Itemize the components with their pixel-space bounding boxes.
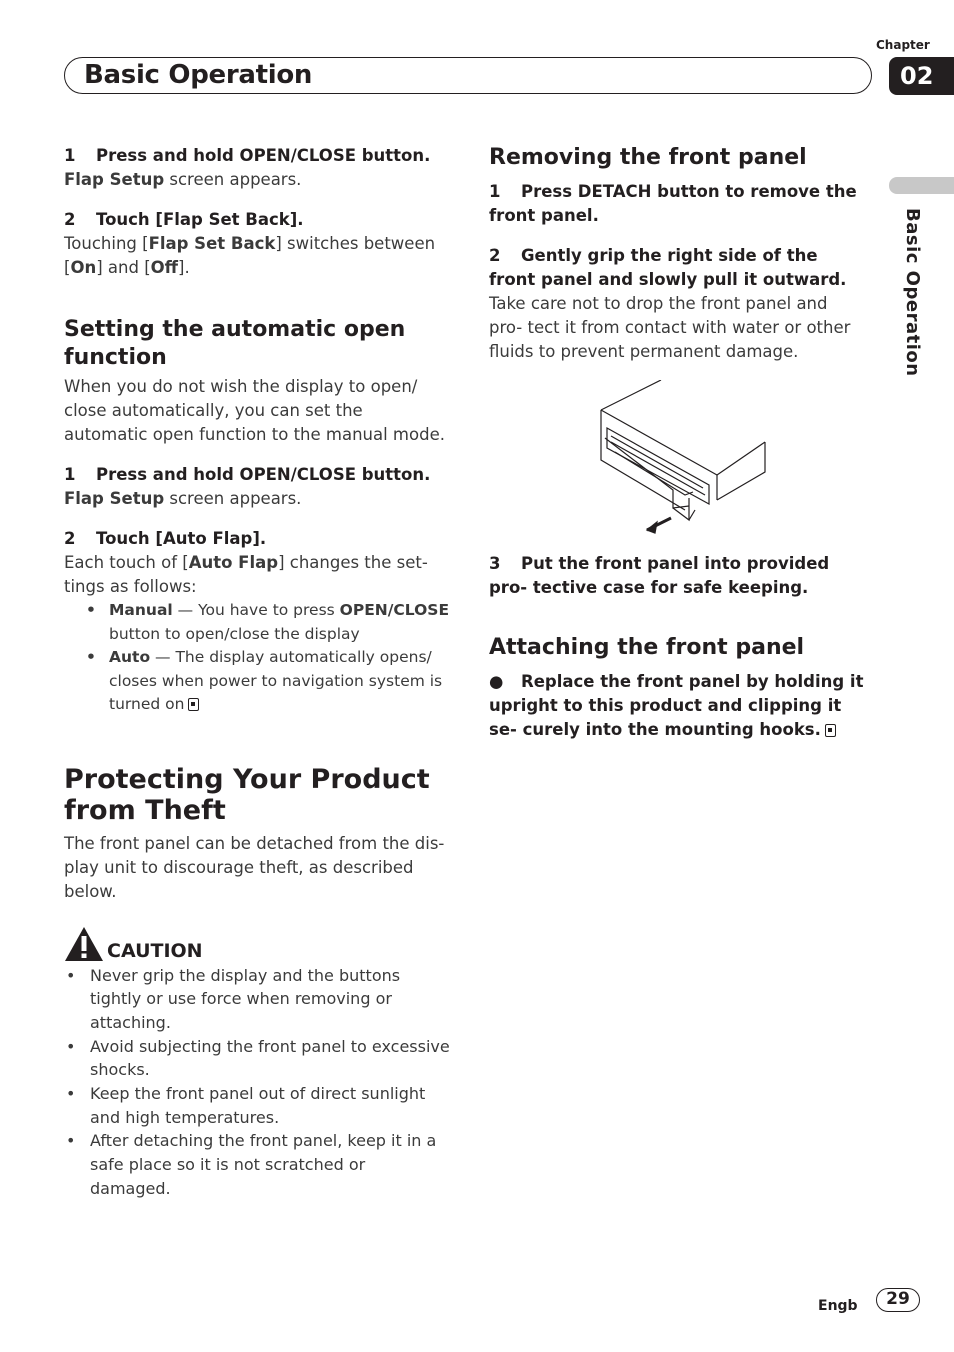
- list-item: • Keep the front panel out of direct sunlight and high temperatures.: [64, 1082, 450, 1129]
- remove-step-2-description: Take care not to drop the front panel and pro- tect it from contact with water or other fluids to prevent permanent damage.: [489, 294, 851, 361]
- theft-heading: Protecting Your Product from Theft: [64, 763, 430, 826]
- auto-step-1: 1 Press and hold OPEN/CLOSE button.: [64, 465, 431, 484]
- caution-label: CAUTION: [107, 939, 203, 962]
- end-of-section-icon: [188, 698, 199, 711]
- list-item: • Auto — The display automatically opens/ closes when power to navigation system is turned on: [64, 646, 450, 717]
- step-1-result: Flap Setup screen appears.: [64, 170, 302, 189]
- auto-flap-options: [64, 599, 450, 717]
- attach-panel-heading: Attaching the front panel: [489, 635, 805, 660]
- left-column: [64, 144, 450, 1201]
- step-2: 2 Touch [Flap Set Back].: [64, 210, 304, 229]
- detach-panel-illustration: [597, 380, 767, 540]
- auto-open-heading: Setting the automatic open function: [64, 317, 406, 370]
- auto-step-1-result: Flap Setup screen appears.: [64, 489, 302, 508]
- attach-step: ● Replace the front panel by holding it upright to this product and clipping it se- curely into the mounting hooks.: [489, 672, 864, 739]
- chapter-label: Chapter: [876, 38, 930, 52]
- list-item: • Never grip the display and the buttons tightly or use force when removing or attaching.: [64, 964, 450, 1035]
- list-item: • After detaching the front panel, keep it in a safe place so it is not scratched or damaged.: [64, 1129, 450, 1200]
- remove-step-2: 2 Gently grip the right side of the front panel and slowly pull it outward.: [489, 246, 847, 289]
- end-of-section-icon: [825, 724, 836, 737]
- side-tab-marker: [889, 177, 954, 194]
- section-title: Basic Operation: [84, 60, 313, 90]
- front-panel-illustration: [597, 380, 767, 540]
- remove-panel-heading: Removing the front panel: [489, 145, 807, 170]
- auto-open-description: When you do not wish the display to open/ close automatically, you can set the automatic open function to the manual mode.: [64, 377, 445, 444]
- remove-step-3: 3 Put the front panel into provided pro- tective case for safe keeping.: [489, 554, 830, 597]
- page-number: 29: [876, 1288, 920, 1312]
- side-tab-label: Basic Operation: [902, 208, 923, 377]
- caution-list: [64, 964, 450, 1201]
- list-item: • Avoid subjecting the front panel to excessive shocks.: [64, 1035, 450, 1082]
- step-bullet-icon: ●: [489, 672, 504, 691]
- auto-step-2-description: Each touch of [Auto Flap] changes the set- tings as follows:: [64, 553, 428, 596]
- right-column: [489, 144, 864, 742]
- remove-step-1: 1 Press DETACH button to remove the front panel.: [489, 182, 857, 225]
- warning-triangle-icon: [64, 926, 104, 962]
- caution-header: [64, 926, 450, 962]
- language-code: Engb: [818, 1298, 858, 1314]
- auto-step-2: 2 Touch [Auto Flap].: [64, 529, 267, 548]
- theft-description: The front panel can be detached from the dis- play unit to discourage theft, as described below.: [64, 833, 445, 901]
- step-2-description: Touching [Flap Set Back] switches between [On] and [Off].: [64, 234, 436, 277]
- step-1: 1 Press and hold OPEN/CLOSE button.: [64, 146, 431, 165]
- list-item: • Manual — You have to press OPEN/CLOSE button to open/close the display: [64, 599, 450, 646]
- chapter-number: 02: [889, 57, 954, 95]
